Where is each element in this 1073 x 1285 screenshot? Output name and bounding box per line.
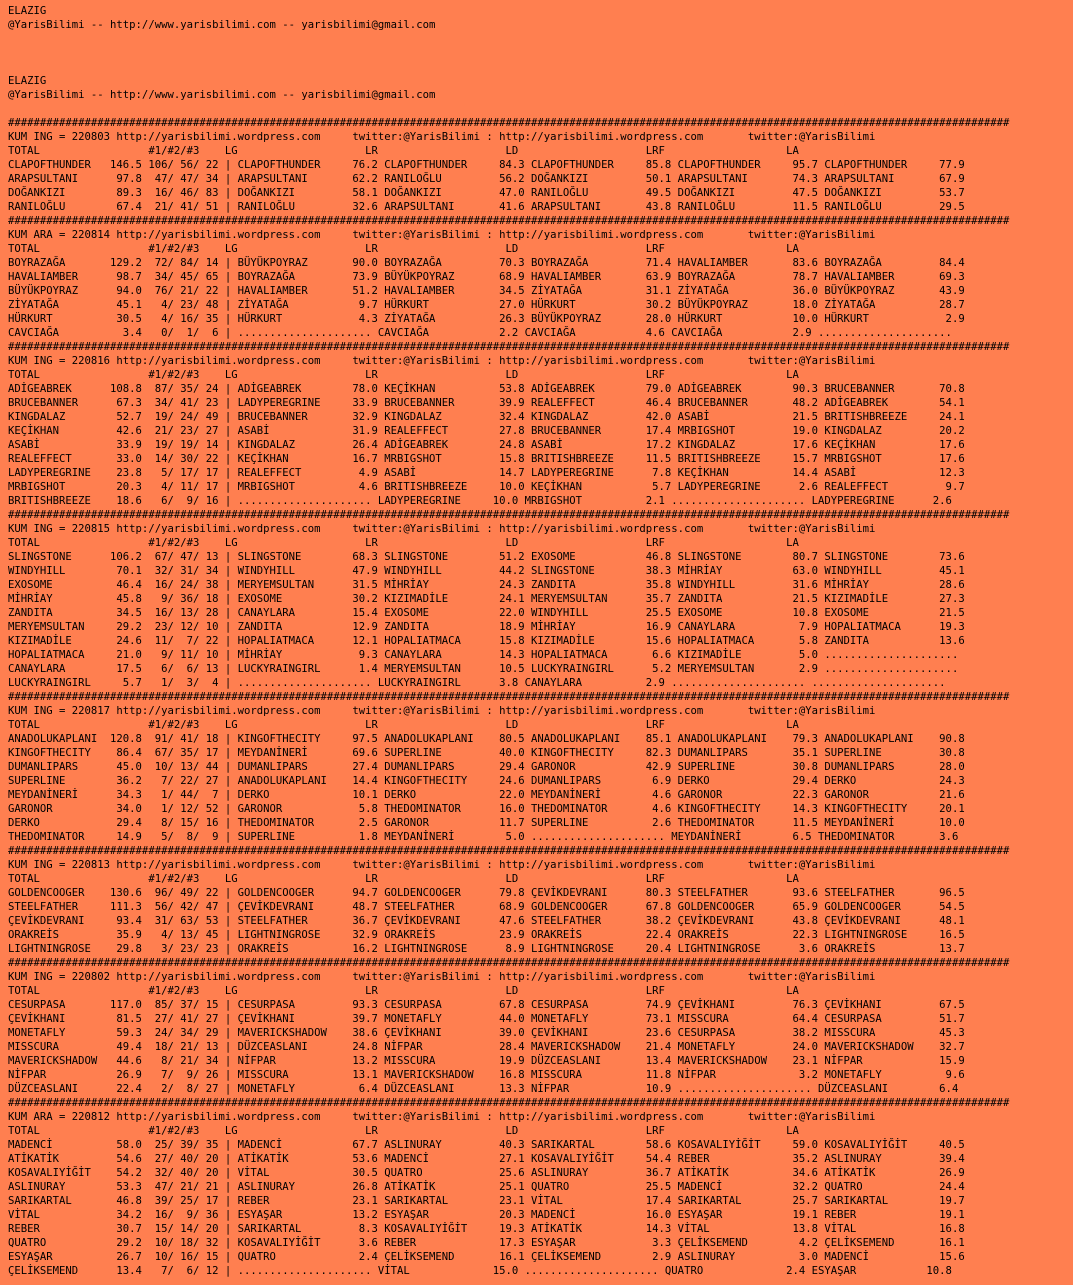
race-header-line: KUM ARA = 220812 http://yarisbilimi.wordpress.com twitter:@YarisBilimi : http://yarisbilimi.wordpress.com twitter:@YarisBilimi [8, 1111, 876, 1123]
text-line: BRUCEBANNER 67.3 34/ 41/ 23 | LADYPEREGRINE 33.9 BRUCEBANNER 39.9 REALEFFECT 46.4 BRUCEBANNER 48.2 ADİGEABREK 54.1 [8, 397, 965, 409]
text-line: DERKO 29.4 8/ 15/ 16 | THEDOMINATOR 2.5 GARONOR 11.7 SUPERLINE 2.6 THEDOMINATOR 11.5 MEYDANİNERİ 10.0 [8, 817, 965, 829]
text-line: RANILOĞLU 67.4 21/ 41/ 51 | RANILOĞLU 32.6 ARAPSULTANI 41.6 ARAPSULTANI 43.8 RANILOĞLU 11.5 RANILOĞLU 29.5 [8, 201, 965, 213]
text-line: HOPALIATMACA 21.0 9/ 11/ 10 | MİHRİAY 9.3 CANAYLARA 14.3 HOPALIATMACA 6.6 KIZIMADİLE 5.0 ..................... [8, 649, 959, 661]
text-line: THEDOMINATOR 14.9 5/ 8/ 9 | SUPERLINE 1.8 MEYDANİNERİ 5.0 ..................... MEYDANİNERİ 6.5 THEDOMINATOR 3.6 [8, 831, 959, 843]
text-line: ARAPSULTANI 97.8 47/ 47/ 34 | ARAPSULTANI 62.2 RANILOĞLU 56.2 DOĞANKIZI 50.1 ARAPSULTANI 74.3 ARAPSULTANI 67.9 [8, 173, 965, 185]
text-line: LIGHTNINGROSE 29.8 3/ 23/ 23 | ORAKREİS 16.2 LIGHTNINGROSE 8.9 LIGHTNINGROSE 20.4 LIGHTNINGROSE 3.6 ORAKREİS 13.7 [8, 943, 965, 955]
text-line: STEELFATHER 111.3 56/ 42/ 47 | ÇEVİKDEVRANI 48.7 STEELFATHER 68.9 GOLDENCOOGER 67.8 GOLDENCOOGER 65.9 GOLDENCOOGER 54.5 [8, 901, 965, 913]
race-header-line: KUM ING = 220815 http://yarisbilimi.wordpress.com twitter:@YarisBilimi : http://yarisbilimi.wordpress.com twitter:@YarisBilimi [8, 523, 876, 535]
text-line: ORAKREİS 35.9 4/ 13/ 45 | LIGHTNINGROSE 32.9 ORAKREİS 23.9 ORAKREİS 22.4 ORAKREİS 22.3 LIGHTNINGROSE 16.5 [8, 929, 965, 941]
text-line: QUATRO 29.2 10/ 18/ 32 | KOSAVALIYİĞİT 3.6 REBER 17.3 ESYAŞAR 3.3 ÇELİKSEMEND 4.2 ÇELİKSEMEND 16.1 [8, 1237, 965, 1249]
text-line: SLINGSTONE 106.2 67/ 47/ 13 | SLINGSTONE 68.3 SLINGSTONE 51.2 EXOSOME 46.8 SLINGSTONE 80.7 SLINGSTONE 73.6 [8, 551, 965, 563]
race-header-line: KUM ING = 220803 http://yarisbilimi.wordpress.com twitter:@YarisBilimi : http://yarisbilimi.wordpress.com twitter:@YarisBilimi [8, 131, 876, 143]
race-header-line: KUM ING = 220802 http://yarisbilimi.wordpress.com twitter:@YarisBilimi : http://yarisbilimi.wordpress.com twitter:@YarisBilimi [8, 971, 876, 983]
text-line: KINGDALAZ 52.7 19/ 24/ 49 | BRUCEBANNER 32.9 KINGDALAZ 32.4 KINGDALAZ 42.0 ASABİ 21.5 BRITISHBREEZE 24.1 [8, 411, 965, 423]
text-line: DOĞANKIZI 89.3 16/ 46/ 83 | DOĞANKIZI 58.1 DOĞANKIZI 47.0 RANILOĞLU 49.5 DOĞANKIZI 47.5 DOĞANKIZI 53.7 [8, 187, 965, 199]
text-line: BRITISHBREEZE 18.6 6/ 9/ 16 | ..................... LADYPEREGRINE 10.0 MRBIGSHOT 2.1 ..................... LADYPEREGRINE 2.6 [8, 495, 952, 507]
text-line: MEYDANİNERİ 34.3 1/ 44/ 7 | DERKO 10.1 DERKO 22.0 MEYDANİNERİ 4.6 GARONOR 22.3 GARONOR 21.6 [8, 789, 965, 801]
text-line [8, 60, 1073, 74]
text-line: HAVALIAMBER 98.7 34/ 45/ 65 | BOYRAZAĞA 73.9 BÜYÜKPOYRAZ 68.9 HAVALIAMBER 63.9 BOYRAZAĞA 78.7 HAVALIAMBER 69.3 [8, 271, 965, 283]
separator-line: ############################################################################################################################################################# [8, 957, 1010, 969]
column-header-line: TOTAL #1/#2/#3 LG LR LD LRF LA [8, 145, 799, 157]
text-line [8, 32, 1073, 46]
text-line: MISSCURA 49.4 18/ 21/ 13 | DÜZCEASLANI 24.8 NİFPAR 28.4 MAVERICKSHADOW 21.4 MONETAFLY 24.0 MAVERICKSHADOW 32.7 [8, 1041, 965, 1053]
text-line: MİHRİAY 45.8 9/ 36/ 18 | EXOSOME 30.2 KIZIMADİLE 24.1 MERYEMSULTAN 35.7 ZANDITA 21.5 KIZIMADİLE 27.3 [8, 593, 965, 605]
text-line: NİFPAR 26.9 7/ 9/ 26 | MISSCURA 13.1 MAVERICKSHADOW 16.8 MISSCURA 11.8 NİFPAR 3.2 MONETAFLY 9.6 [8, 1069, 965, 1081]
text-line: KOSAVALIYİĞİT 54.2 32/ 40/ 20 | VİTAL 30.5 QUATRO 25.6 ASLINURAY 36.7 ATİKATİK 34.6 ATİKATİK 26.9 [8, 1167, 965, 1179]
text-line: BÜYÜKPOYRAZ 94.0 76/ 21/ 22 | HAVALIAMBER 51.2 HAVALIAMBER 34.5 ZİYATAĞA 31.1 ZİYATAĞA 36.0 BÜYÜKPOYRAZ 43.9 [8, 285, 965, 297]
text-line: ÇEVİKHANI 81.5 27/ 41/ 27 | ÇEVİKHANI 39.7 MONETAFLY 44.0 MONETAFLY 73.1 MISSCURA 64.4 CESURPASA 51.7 [8, 1013, 965, 1025]
text-line: KIZIMADİLE 24.6 11/ 7/ 22 | HOPALIATMACA 12.1 HOPALIATMACA 15.8 KIZIMADİLE 15.6 HOPALIATMACA 5.8 ZANDITA 13.6 [8, 635, 965, 647]
text-line: ADİGEABREK 108.8 87/ 35/ 24 | ADİGEABREK 78.0 KEÇİKHAN 53.8 ADİGEABREK 79.0 ADİGEABREK 90.3 BRUCEBANNER 70.8 [8, 383, 965, 395]
text-line: MERYEMSULTAN 29.2 23/ 12/ 10 | ZANDITA 12.9 ZANDITA 18.9 MİHRİAY 16.9 CANAYLARA 7.9 HOPALIATMACA 19.3 [8, 621, 965, 633]
text-line: CAVCIAĞA 3.4 0/ 1/ 6 | ..................... CAVCIAĞA 2.2 CAVCIAĞA 4.6 CAVCIAĞA 2.9 ..................... [8, 327, 952, 339]
text-line: GARONOR 34.0 1/ 12/ 52 | GARONOR 5.8 THEDOMINATOR 16.0 THEDOMINATOR 4.6 KINGOFTHECITY 14.3 KINGOFTHECITY 20.1 [8, 803, 965, 815]
text-line: WINDYHILL 70.1 32/ 31/ 34 | WINDYHILL 47.9 WINDYHILL 44.2 SLINGSTONE 38.3 MİHRİAY 63.0 WINDYHILL 45.1 [8, 565, 965, 577]
column-header-line: TOTAL #1/#2/#3 LG LR LD LRF LA [8, 1125, 799, 1137]
column-header-line: TOTAL #1/#2/#3 LG LR LD LRF LA [8, 369, 799, 381]
text-line: ÇELİKSEMEND 13.4 7/ 6/ 12 | ..................... VİTAL 15.0 ..................... QUATRO 2.4 ESYAŞAR 10.8 [8, 1265, 952, 1277]
race-header-line: KUM ING = 220816 http://yarisbilimi.wordpress.com twitter:@YarisBilimi : http://yarisbilimi.wordpress.com twitter:@YarisBilimi [8, 355, 876, 367]
text-line: ZİYATAĞA 45.1 4/ 23/ 48 | ZİYATAĞA 9.7 HÜRKURT 27.0 HÜRKURT 30.2 BÜYÜKPOYRAZ 18.0 ZİYATAĞA 28.7 [8, 299, 965, 311]
text-line: SUPERLINE 36.2 7/ 22/ 27 | ANADOLUKAPLANI 14.4 KINGOFTHECITY 24.6 DUMANLIPARS 6.9 DERKO 29.4 DERKO 24.3 [8, 775, 965, 787]
text-line: BOYRAZAĞA 129.2 72/ 84/ 14 | BÜYÜKPOYRAZ 90.0 BOYRAZAĞA 70.3 BOYRAZAĞA 71.4 HAVALIAMBER 83.6 BOYRAZAĞA 84.4 [8, 257, 965, 269]
text-line: ANADOLUKAPLANI 120.8 91/ 41/ 18 | KINGOFTHECITY 97.5 ANADOLUKAPLANI 80.5 ANADOLUKAPLANI 85.1 ANADOLUKAPLANI 79.3 ANADOLUKAPLANI 90.8 [8, 733, 965, 745]
text-line: ZANDITA 34.5 16/ 13/ 28 | CANAYLARA 15.4 EXOSOME 22.0 WINDYHILL 25.5 EXOSOME 10.8 EXOSOME 21.5 [8, 607, 965, 619]
separator-line: ############################################################################################################################################################# [8, 341, 1010, 353]
text-line: ASABİ 33.9 19/ 19/ 14 | KINGDALAZ 26.4 ADİGEABREK 24.8 ASABİ 17.2 KINGDALAZ 17.6 KEÇİKHAN 17.6 [8, 439, 965, 451]
text-line: EXOSOME 46.4 16/ 24/ 38 | MERYEMSULTAN 31.5 MİHRİAY 24.3 ZANDITA 35.8 WINDYHILL 31.6 MİHRİAY 28.6 [8, 579, 965, 591]
text-line: DUMANLIPARS 45.0 10/ 13/ 44 | DUMANLIPARS 27.4 DUMANLIPARS 29.4 GARONOR 42.9 SUPERLINE 30.8 DUMANLIPARS 28.0 [8, 761, 965, 773]
text-line: ASLINURAY 53.3 47/ 21/ 21 | ASLINURAY 26.8 ATİKATİK 25.1 QUATRO 25.5 MADENCİ 32.2 QUATRO 24.4 [8, 1181, 965, 1193]
text-line: SARIKARTAL 46.8 39/ 25/ 17 | REBER 23.1 SARIKARTAL 23.1 VİTAL 17.4 SARIKARTAL 25.7 SARIKARTAL 19.7 [8, 1195, 965, 1207]
text-line [8, 102, 1073, 116]
text-line: LADYPEREGRINE 23.8 5/ 17/ 17 | REALEFFECT 4.9 ASABİ 14.7 LADYPEREGRINE 7.8 KEÇİKHAN 14.4 ASABİ 12.3 [8, 467, 965, 479]
text-line: CESURPASA 117.0 85/ 37/ 15 | CESURPASA 93.3 CESURPASA 67.8 CESURPASA 74.9 ÇEVİKHANI 76.3 ÇEVİKHANI 67.5 [8, 999, 965, 1011]
text-line: MONETAFLY 59.3 24/ 34/ 29 | MAVERICKSHADOW 38.6 ÇEVİKHANI 39.0 ÇEVİKHANI 23.6 CESURPASA 38.2 MISSCURA 45.3 [8, 1027, 965, 1039]
text-line: MADENCİ 58.0 25/ 39/ 35 | MADENCİ 67.7 ASLINURAY 40.3 SARIKARTAL 58.6 KOSAVALIYİĞİT 59.0 KOSAVALIYİĞİT 40.5 [8, 1139, 965, 1151]
text-line: GOLDENCOOGER 130.6 96/ 49/ 22 | GOLDENCOOGER 94.7 GOLDENCOOGER 79.8 ÇEVİKDEVRANI 80.3 STEELFATHER 93.6 STEELFATHER 96.5 [8, 887, 965, 899]
separator-line: ############################################################################################################################################################# [8, 1097, 1010, 1109]
column-header-line: TOTAL #1/#2/#3 LG LR LD LRF LA [8, 537, 799, 549]
text-line: CANAYLARA 17.5 6/ 6/ 13 | LUCKYRAINGIRL 1.4 MERYEMSULTAN 10.5 LUCKYRAINGIRL 5.2 MERYEMSULTAN 2.9 ..................... [8, 663, 959, 675]
race-header-line: KUM ARA = 220814 http://yarisbilimi.wordpress.com twitter:@YarisBilimi : http://yarisbilimi.wordpress.com twitter:@YarisBilimi [8, 229, 876, 241]
race-header-line: KUM ING = 220817 http://yarisbilimi.wordpress.com twitter:@YarisBilimi : http://yarisbilimi.wordpress.com twitter:@YarisBilimi [8, 705, 876, 717]
separator-line: ############################################################################################################################################################# [8, 117, 1010, 129]
text-line: LUCKYRAINGIRL 5.7 1/ 3/ 4 | ..................... LUCKYRAINGIRL 3.8 CANAYLARA 2.9 ..................... ..................... [8, 677, 946, 689]
text-line: ATİKATİK 54.6 27/ 40/ 20 | ATİKATİK 53.6 MADENCİ 27.1 KOSAVALIYİĞİT 54.4 REBER 35.2 ASLINURAY 39.4 [8, 1153, 965, 1165]
text-line: REALEFFECT 33.0 14/ 30/ 22 | KEÇİKHAN 16.7 MRBIGSHOT 15.8 BRITISHBREEZE 11.5 BRITISHBREEZE 15.7 MRBIGSHOT 17.6 [8, 453, 965, 465]
text-line: KEÇİKHAN 42.6 21/ 23/ 27 | ASABİ 31.9 REALEFFECT 27.8 BRUCEBANNER 17.4 MRBIGSHOT 19.0 KINGDALAZ 20.2 [8, 425, 965, 437]
text-line: HÜRKURT 30.5 4/ 16/ 35 | HÜRKURT 4.3 ZİYATAĞA 26.3 BÜYÜKPOYRAZ 28.0 HÜRKURT 10.0 HÜRKURT 2.9 [8, 313, 965, 325]
column-header-line: TOTAL #1/#2/#3 LG LR LD LRF LA [8, 873, 799, 885]
text-line: KINGOFTHECITY 86.4 67/ 35/ 17 | MEYDANİNERİ 69.6 SUPERLINE 40.0 KINGOFTHECITY 82.3 DUMANLIPARS 35.1 SUPERLINE 30.8 [8, 747, 965, 759]
text-line: DÜZCEASLANI 22.4 2/ 8/ 27 | MONETAFLY 6.4 DÜZCEASLANI 13.3 NİFPAR 10.9 ..................... DÜZCEASLANI 6.4 [8, 1083, 959, 1095]
text-line: ELAZIG [8, 75, 47, 87]
text-line: MRBIGSHOT 20.3 4/ 11/ 17 | MRBIGSHOT 4.6 BRITISHBREEZE 10.0 KEÇİKHAN 5.7 LADYPEREGRINE 2.6 REALEFFECT 9.7 [8, 481, 965, 493]
separator-line: ############################################################################################################################################################# [8, 215, 1010, 227]
column-header-line: TOTAL #1/#2/#3 LG LR LD LRF LA [8, 243, 799, 255]
text-line: REBER 30.7 15/ 14/ 20 | SARIKARTAL 8.3 KOSAVALIYİĞİT 19.3 ATİKATİK 14.3 VİTAL 13.8 VİTAL 16.8 [8, 1223, 965, 1235]
separator-line: ############################################################################################################################################################# [8, 509, 1010, 521]
text-line: @YarisBilimi -- http://www.yarisbilimi.com -- yarisbilimi@gmail.com [8, 19, 436, 31]
text-line: MAVERICKSHADOW 44.6 8/ 21/ 34 | NİFPAR 13.2 MISSCURA 19.9 DÜZCEASLANI 13.4 MAVERICKSHADOW 23.1 NİFPAR 15.9 [8, 1055, 965, 1067]
text-line: ESYAŞAR 26.7 10/ 16/ 15 | QUATRO 2.4 ÇELİKSEMEND 16.1 ÇELİKSEMEND 2.9 ASLINURAY 3.0 MADENCİ 15.6 [8, 1251, 965, 1263]
column-header-line: TOTAL #1/#2/#3 LG LR LD LRF LA [8, 719, 799, 731]
separator-line: ############################################################################################################################################################# [8, 691, 1010, 703]
text-line: CLAPOFTHUNDER 146.5 106/ 56/ 22 | CLAPOFTHUNDER 76.2 CLAPOFTHUNDER 84.3 CLAPOFTHUNDER 85.8 CLAPOFTHUNDER 95.7 CLAPOFTHUNDER 77.9 [8, 159, 965, 171]
column-header-line: TOTAL #1/#2/#3 LG LR LD LRF LA [8, 985, 799, 997]
race-header-line: KUM ING = 220813 http://yarisbilimi.wordpress.com twitter:@YarisBilimi : http://yarisbilimi.wordpress.com twitter:@YarisBilimi [8, 859, 876, 871]
text-line: @YarisBilimi -- http://www.yarisbilimi.com -- yarisbilimi@gmail.com [8, 89, 436, 101]
separator-line: ############################################################################################################################################################# [8, 845, 1010, 857]
text-line: ELAZIG [8, 5, 47, 17]
text-line [8, 46, 1073, 60]
text-line: ÇEVİKDEVRANI 93.4 31/ 63/ 53 | STEELFATHER 36.7 ÇEVİKDEVRANI 47.6 STEELFATHER 38.2 ÇEVİKDEVRANI 43.8 ÇEVİKDEVRANI 48.1 [8, 915, 965, 927]
text-line: VİTAL 34.2 16/ 9/ 36 | ESYAŞAR 13.2 ESYAŞAR 20.3 MADENCİ 16.0 ESYAŞAR 19.1 REBER 19.1 [8, 1209, 965, 1221]
